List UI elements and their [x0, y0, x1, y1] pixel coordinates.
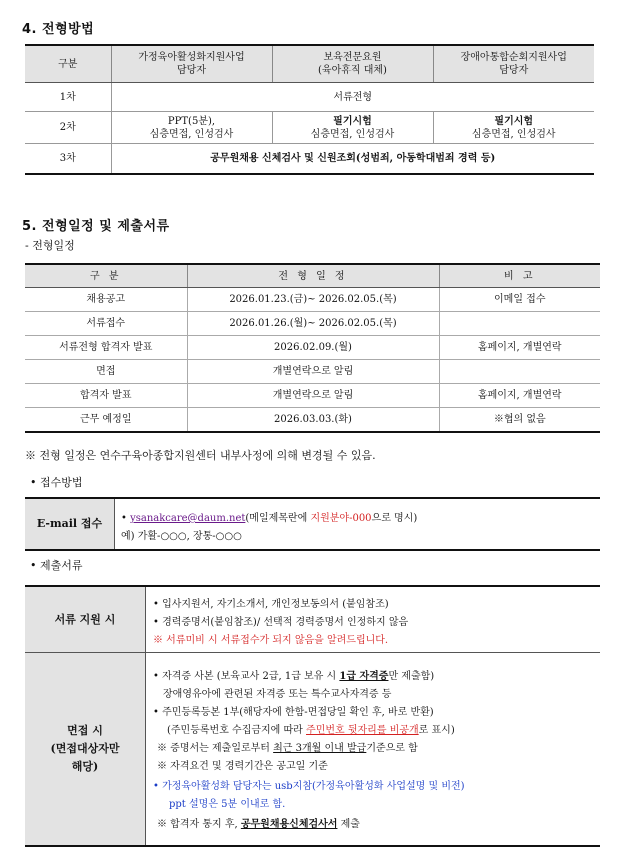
text: 로 표시) [418, 725, 455, 736]
cell: 2026.02.09.(월) [187, 336, 439, 360]
section-4-title: 4. 전형방법 [22, 22, 95, 37]
row-label: 1차 [25, 83, 111, 112]
header-schedule: 전 형 일 정 [187, 264, 439, 288]
apply-method-box [25, 497, 600, 551]
schedule-notice: ※ 전형 일정은 연수구육아종합지원센터 내부사정에 의해 변경될 수 있음. [25, 449, 376, 462]
doc-label-application: 서류 지원 시 [25, 587, 146, 652]
cell: 개별연락으로 알림 [187, 384, 439, 408]
table-row [25, 360, 600, 384]
cell [439, 360, 600, 384]
cell: 개별연락으로 알림 [187, 360, 439, 384]
cell: 이메일 접수 [439, 288, 600, 312]
table-row [25, 112, 594, 144]
label-line: 해당) [71, 760, 99, 773]
text-bold: 1급 자격증 [339, 671, 389, 682]
doc-item: ※ 자격요건 및 경력기간은 공고일 기준 [157, 761, 328, 772]
schedule-table [25, 263, 600, 433]
section-5-title: 5. 전형일정 및 제출서류 [22, 219, 170, 234]
email-content [121, 499, 600, 549]
table-row [25, 288, 600, 312]
header-remarks: 비 고 [439, 264, 600, 288]
doc-item: • 경력증명서(붙임참조)/ 선택적 경력증명서 인정하지 않음 [153, 617, 409, 628]
text-red: 주민번호 뒷자리를 비공개 [306, 725, 419, 736]
header-childcare-specialist: 보육전문요원 (육아휴직 대체) [272, 45, 433, 83]
doc-item-blue: ppt 설명은 5분 이내로 함. [169, 799, 286, 810]
label-line: (면접대상자만 [50, 742, 120, 755]
header-category: 구 분 [25, 264, 187, 288]
schedule-subtitle: - 전형일정 [25, 239, 75, 252]
table-row [25, 384, 600, 408]
cell-line: 심층면접, 인성검사 [149, 128, 234, 140]
table-row [25, 408, 600, 433]
text: (주민등록번호 수집금지에 따라 [167, 725, 307, 736]
cell-line: 필기시험 [333, 115, 372, 127]
email-label: E-mail 접수 [25, 499, 115, 549]
cell-line: 필기시험 [494, 115, 534, 127]
table-header-row [25, 45, 594, 83]
cell-line: 심층면접, 인성검사 [471, 128, 556, 140]
cell: 2026.01.26.(월)~ 2026.02.05.(목) [187, 312, 439, 336]
text-bold: 공무원채용신체검사서 [240, 819, 338, 830]
email-line [121, 509, 417, 524]
text: 기준으로 함 [366, 743, 418, 754]
table-row [25, 336, 600, 360]
cell: 면접 [25, 360, 187, 384]
doc-item [167, 721, 455, 736]
header-home-childcare: 가정육아활성화지원사업 담당자 [111, 45, 272, 83]
cell: 합격자 발표 [25, 384, 187, 408]
doc-item-blue: • 가정육아활성화 담당자는 usb지참(가정육아활성화 사업설명 및 비전) [153, 781, 465, 792]
cell [439, 312, 600, 336]
table-row [25, 144, 594, 174]
doc-item [157, 739, 418, 754]
header-disabled-integration: 장애아통합순회지원사업 담당자 [433, 45, 594, 83]
cell [272, 112, 433, 144]
merged-cell: 공무원채용 신체검사 및 신원조회(성범죄, 아동학대범죄 경력 등) [210, 152, 496, 164]
documents-heading: • 제출서류 [30, 559, 83, 572]
doc-item [153, 667, 434, 682]
cell [111, 112, 272, 144]
text: • 자격증 사본 (보육교사 2급, 1급 보유 시 [153, 671, 340, 682]
cell-line: PPT(5분), [167, 115, 216, 127]
doc-item: 장애영유아에 관련된 자격증 또는 특수교사자격증 등 [163, 689, 392, 700]
header-category: 구분 [25, 45, 111, 83]
cell: ※협의 없음 [493, 414, 546, 425]
email-note-pre: (메일제목란에 [245, 513, 311, 524]
email-link[interactable]: ysanakcare@daum.net [130, 513, 246, 524]
cell-line: 심층면접, 인성검사 [310, 128, 395, 140]
table-row [25, 83, 594, 112]
label-line: 면접 시 [67, 724, 103, 737]
text: ※ 증명서는 제출일로부터 [157, 743, 274, 754]
text: 제출 [337, 819, 360, 830]
row-label: 3차 [25, 144, 111, 174]
doc-label-interview [25, 653, 146, 845]
text: ※ 합격자 통지 후, [157, 819, 241, 830]
doc-item: • 주민등록등본 1부(해당자에 한함-면접당일 확인 후, 바로 반환) [153, 707, 434, 718]
email-example: 예) 가활-○○○, 장통-○○○ [121, 531, 242, 542]
text: 만 제출함) [388, 671, 435, 682]
row-label: 2차 [25, 112, 111, 144]
cell: 서류전형 합격자 발표 [25, 336, 187, 360]
selection-method-table [25, 44, 594, 175]
cell: 홈페이지, 개별연락 [439, 336, 600, 360]
documents-box [25, 585, 600, 847]
cell: 서류접수 [25, 312, 187, 336]
text-underline: 최근 3개월 이내 발급 [273, 743, 367, 754]
doc-warning: ※ 서류미비 시 서류접수가 되지 않음을 알려드립니다. [153, 635, 389, 646]
apply-method-heading: • 접수방법 [30, 476, 83, 489]
cell: 홈페이지, 개별연락 [439, 384, 600, 408]
cell: 근무 예정일 [25, 408, 187, 433]
cell: 채용공고 [25, 288, 187, 312]
bullet-dot: • [121, 513, 131, 524]
table-header-row [25, 264, 600, 288]
email-note-red: 지원분야-000 [310, 513, 372, 524]
doc-item [157, 815, 360, 830]
cell: 2026.01.23.(금)~ 2026.02.05.(목) [187, 288, 439, 312]
cell [433, 112, 594, 144]
table-row [25, 312, 600, 336]
merged-cell: 서류전형 [111, 83, 594, 112]
email-note-post: 으로 명시) [371, 513, 418, 524]
doc-content [153, 587, 600, 845]
doc-item: • 입사지원서, 자기소개서, 개인정보동의서 (붙임참조) [153, 599, 389, 610]
cell: 2026.03.03.(화) [187, 408, 439, 433]
